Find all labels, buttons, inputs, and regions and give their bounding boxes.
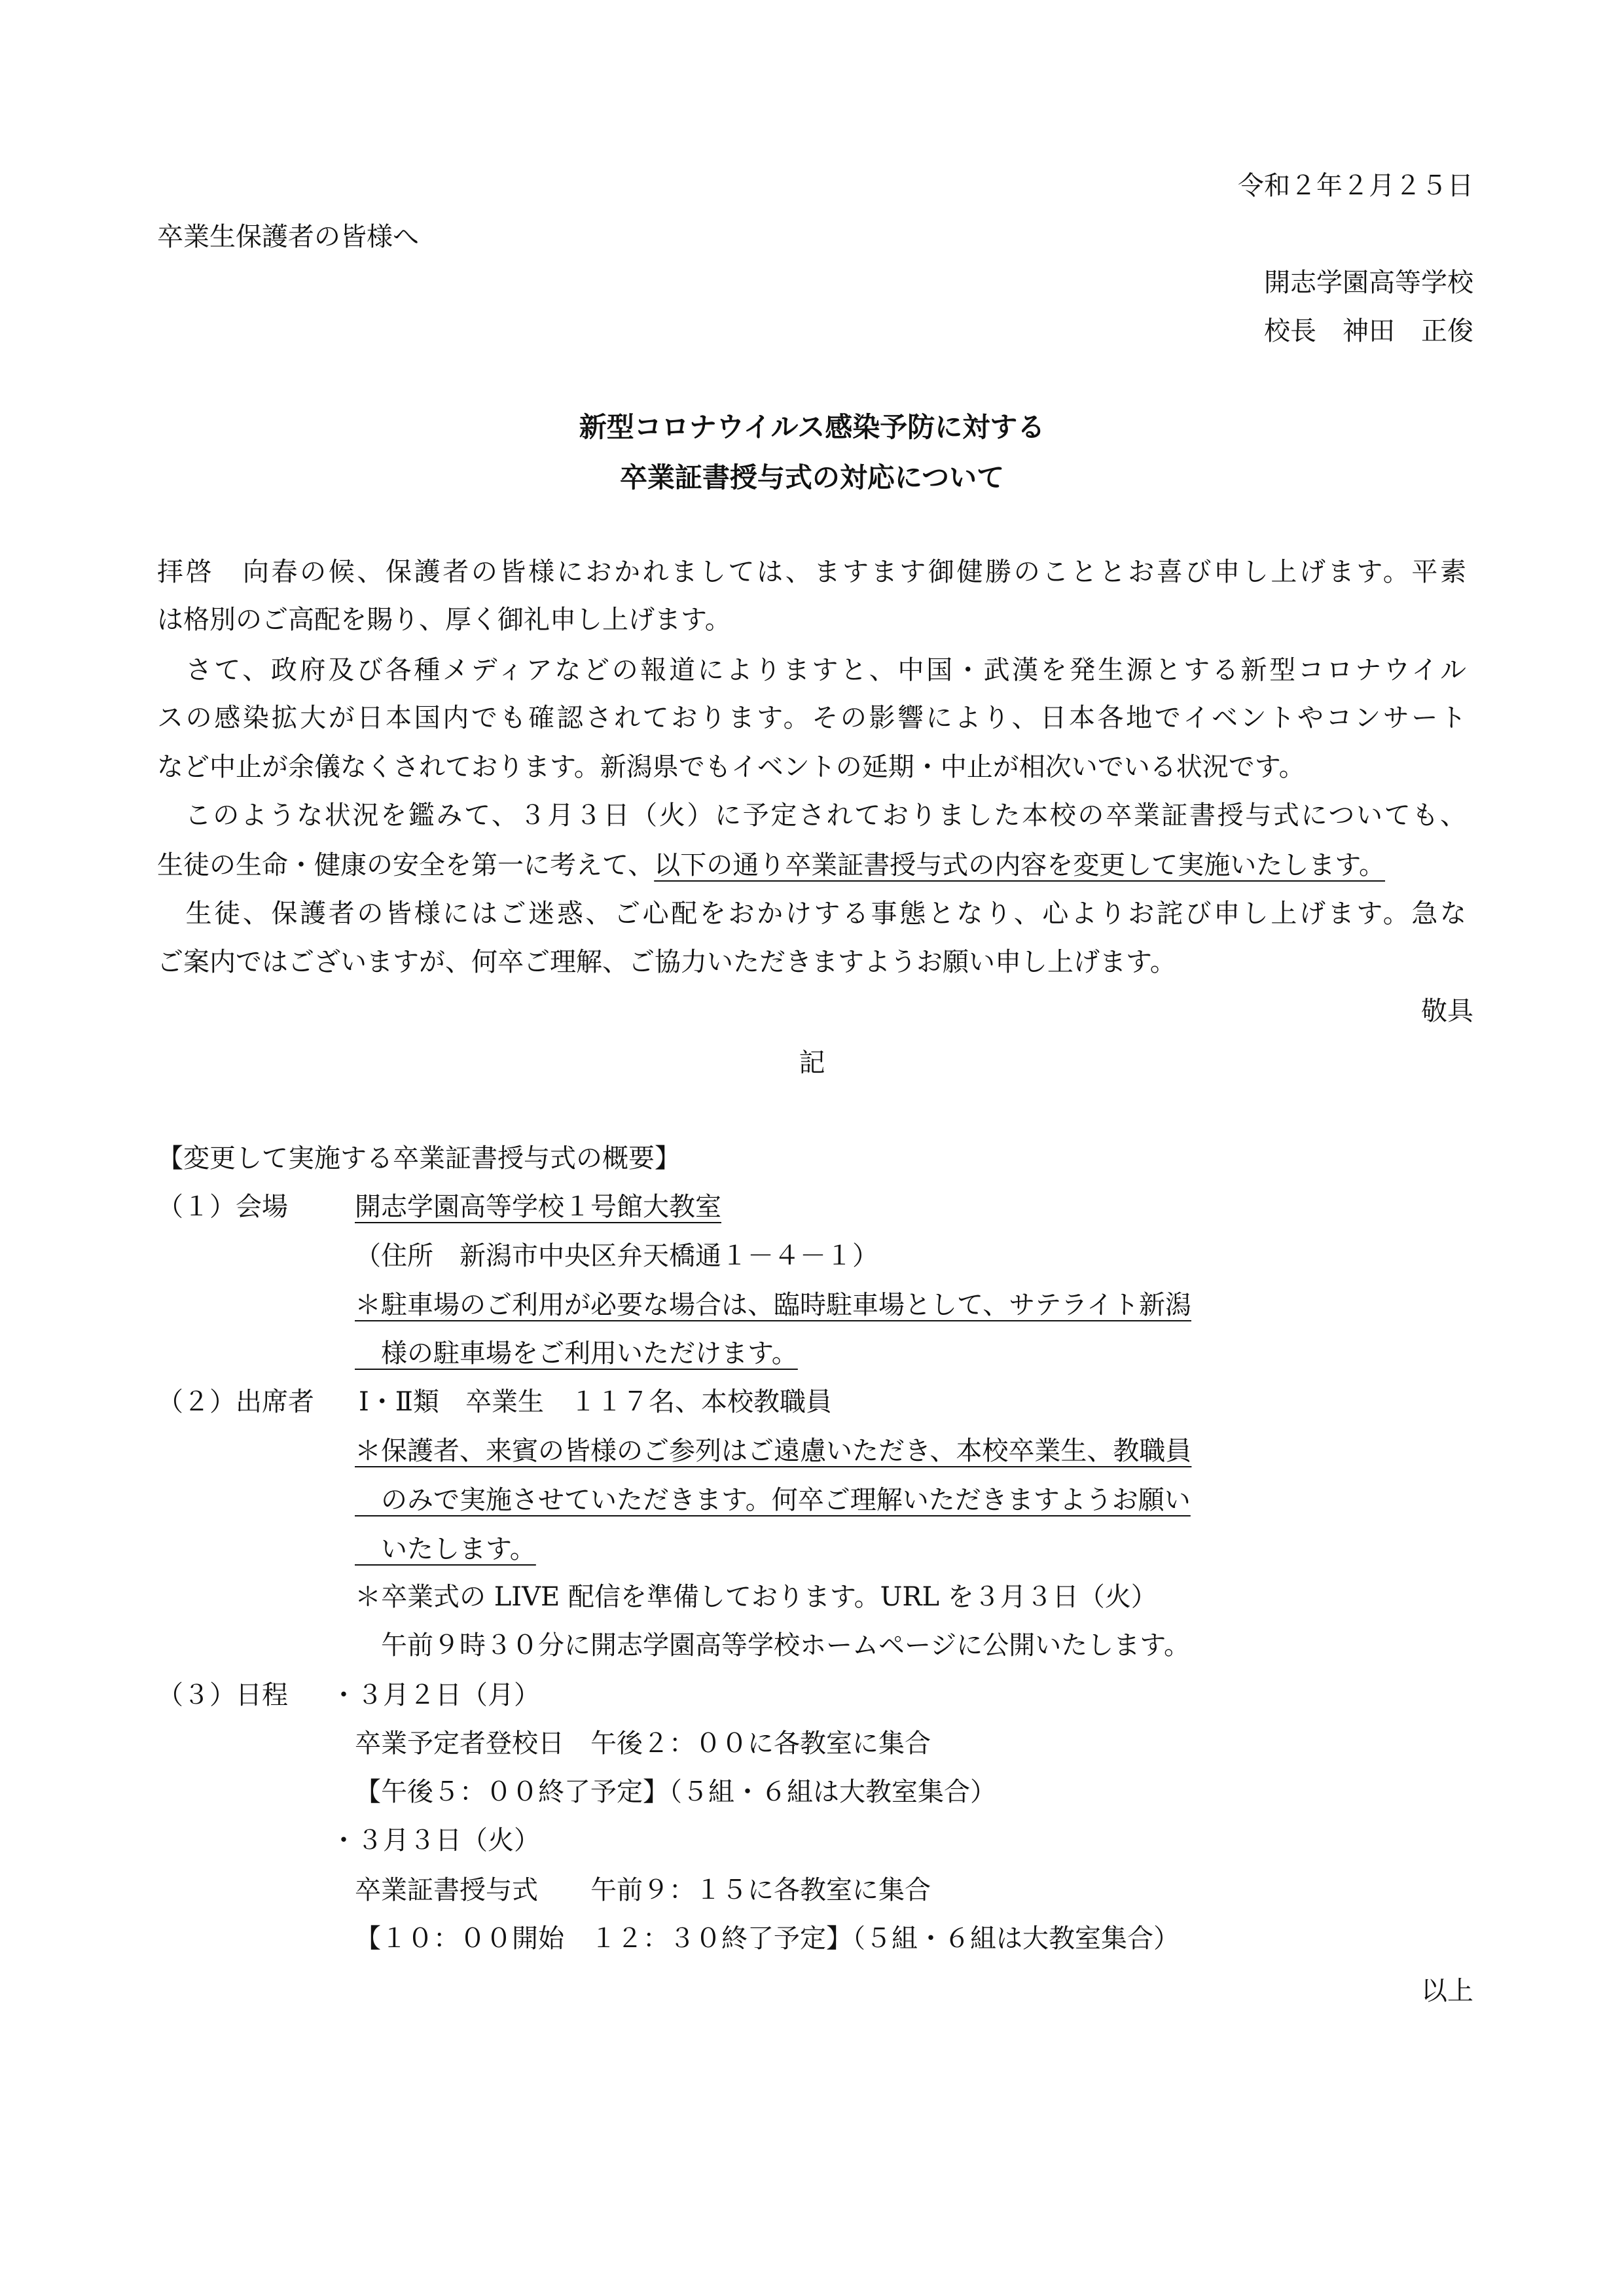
schedule-day-1-line-1: 卒業予定者登校日 午後２：００に各教室に集合 bbox=[355, 1729, 931, 1759]
paragraph-4-line-1: 生徒、保護者の皆様にはご迷惑、ご心配をおかけする事態となり、心よりお詫び申し上げます。急な bbox=[157, 899, 1466, 929]
live-stream-note-line-2: 午前９時３０分に開志学園高等学校ホームページに公開いたします。 bbox=[355, 1630, 1190, 1660]
paragraph-3-line-1: このような状況を鑑みて、３月３日（火）に予定されておりました本校の卒業証書授与式についても、 bbox=[157, 800, 1466, 831]
venue-address: （住所 新潟市中央区弁天橋通１－４－１） bbox=[355, 1241, 878, 1271]
paragraph-4-line-2: ご案内ではございますが、何卒ご理解、ご協力いただきますようお願い申し上げます。 bbox=[157, 947, 1176, 977]
parking-note-line-2: 様の駐車場をご利用いただけます。 bbox=[355, 1338, 798, 1369]
attendees-note-line-2: のみで実施させていただきます。何卒ご理解いただきますようお願い bbox=[355, 1485, 1191, 1515]
attendees-text: Ⅰ・Ⅱ類 卒業生 １１７名、本校教職員 bbox=[359, 1387, 832, 1417]
ki-marker: 記 bbox=[799, 1048, 825, 1078]
paragraph-1-line-1: 拝啓 向春の候、保護者の皆様におかれましては、ますます御健勝のこととお喜び申し上げます。平素 bbox=[157, 557, 1466, 587]
schedule-label: （３）日程 bbox=[157, 1680, 288, 1710]
outline-heading: 【変更して実施する卒業証書授与式の概要】 bbox=[157, 1143, 681, 1174]
change-notice-underlined: 以下の通り卒業証書授与式の内容を変更して実施いたします。 bbox=[654, 850, 1386, 880]
closing-keigu: 敬具 bbox=[1421, 996, 1473, 1026]
document-title-line-2: 卒業証書授与式の対応について bbox=[619, 461, 1005, 493]
schedule-day-1: ・３月２日（月） bbox=[331, 1680, 540, 1710]
attendees-note-line-1: ＊保護者、来賓の皆様のご参列はご遠慮いただき、本校卒業生、教職員 bbox=[355, 1436, 1192, 1466]
venue-label: （１）会場 bbox=[157, 1192, 288, 1222]
document-title-line-1: 新型コロナウイルス感染予防に対する bbox=[579, 411, 1045, 443]
schedule-day-2-line-1: 卒業証書授与式 午前９：１５に各教室に集合 bbox=[355, 1875, 931, 1905]
schedule-day-1-line-2: 【午後５：００終了予定】（５組・６組は大教室集合） bbox=[355, 1777, 996, 1807]
school-name: 開志学園高等学校 bbox=[1264, 268, 1473, 298]
paragraph-3-line-2 bbox=[157, 844, 1385, 882]
end-ijou: 以上 bbox=[1421, 1976, 1473, 2006]
paragraph-2-line-3: など中止が余儀なくされております。新潟県でもイベントの延期・中止が相次いでいる状況です。 bbox=[157, 752, 1305, 782]
recipient-line: 卒業生保護者の皆様へ bbox=[157, 222, 419, 252]
paragraph-3-line-2-text: 生徒の生命・健康の安全を第一に考えて、 bbox=[157, 850, 655, 880]
attendees-note-line-3: いたします。 bbox=[355, 1534, 536, 1564]
paragraph-1-line-2: は格別のご高配を賜り、厚く御礼申し上げます。 bbox=[157, 605, 731, 635]
schedule-day-2: ・３月３日（火） bbox=[331, 1825, 540, 1856]
parking-note-line-1: ＊駐車場のご利用が必要な場合は、臨時駐車場として、サテライト新潟 bbox=[355, 1290, 1191, 1320]
paragraph-2-line-1: さて、政府及び各種メディアなどの報道によりますと、中国・武漢を発生源とする新型コロナウイル bbox=[157, 655, 1466, 685]
schedule-day-2-line-2: 【１０：００開始 １２：３０終了予定】（５組・６組は大教室集合） bbox=[355, 1924, 1180, 1954]
attendees-label: （２）出席者 bbox=[157, 1387, 314, 1417]
principal-name: 校長 神田 正俊 bbox=[1264, 316, 1473, 346]
document-date: 令和２年２月２５日 bbox=[1238, 171, 1473, 201]
paragraph-2-line-2: スの感染拡大が日本国内でも確認されております。その影響により、日本各地でイベントやコンサート bbox=[157, 703, 1466, 733]
live-stream-note-line-1: ＊卒業式の LIVE 配信を準備しております。URL を３月３日（火） bbox=[355, 1582, 1157, 1612]
venue-name: 開志学園高等学校１号館大教室 bbox=[355, 1192, 721, 1222]
